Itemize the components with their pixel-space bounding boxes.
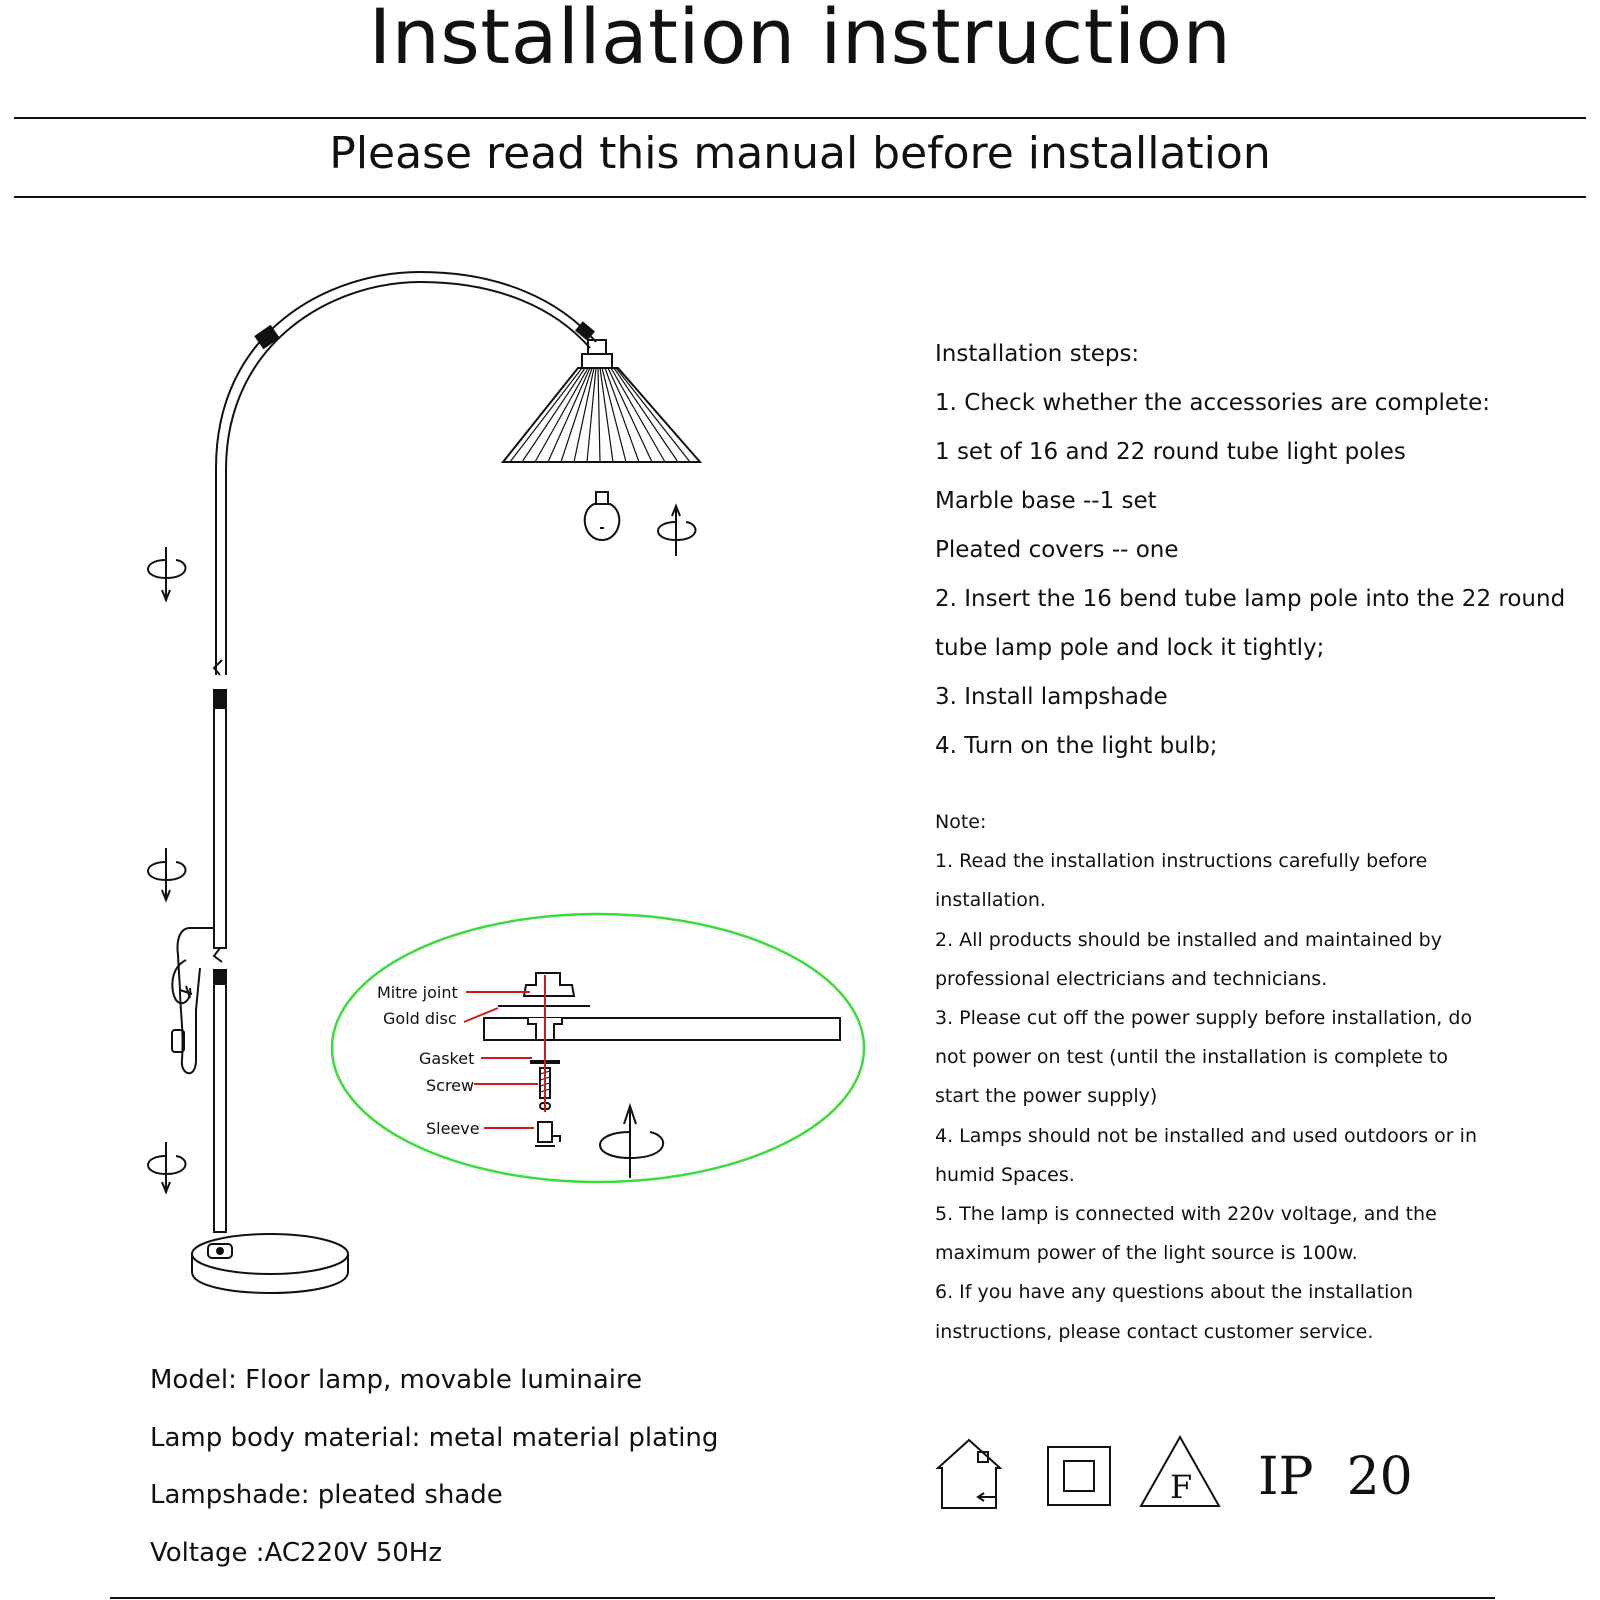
marble-base xyxy=(192,1234,348,1274)
rotate-down-icon-2 xyxy=(148,848,185,900)
flammable-mark: F xyxy=(1170,1468,1193,1506)
rotate-up-large-icon xyxy=(600,1106,663,1178)
note-line: 2. All products should be installed and maintained by xyxy=(935,928,1442,951)
step-line: tube lamp pole and lock it tightly; xyxy=(935,635,1325,661)
steps-heading: Installation steps: xyxy=(935,341,1140,367)
mitre-joint-part xyxy=(524,973,574,996)
note-line: 6. If you have any questions about the installation xyxy=(935,1281,1414,1304)
spec-model: Model: Floor lamp, movable luminaire xyxy=(150,1365,643,1395)
installation-notes xyxy=(935,803,1555,1352)
note-line: 5. The lamp is connected with 220v voltage, and the xyxy=(935,1203,1437,1226)
step-line: 1 set of 16 and 22 round tube light poles xyxy=(935,439,1406,465)
label-gold-disc: Gold disc xyxy=(383,1009,457,1028)
note-line: installation. xyxy=(935,889,1046,912)
rotate-down-icon-1 xyxy=(148,547,185,600)
step-line: 4. Turn on the light bulb; xyxy=(935,733,1218,759)
arc-pole-inner xyxy=(226,282,590,675)
step-line: 2. Insert the 16 bend tube lamp pole into the 22 round xyxy=(935,586,1566,612)
step-line: 1. Check whether the accessories are complete: xyxy=(935,390,1490,416)
ip-rating: IP 20 xyxy=(1258,1447,1413,1507)
rotate-up-icon xyxy=(658,506,695,556)
indoor-use-icon xyxy=(938,1440,1000,1508)
rotate-down-icon-3 xyxy=(148,1142,185,1192)
class-ii-insulation-icon xyxy=(1048,1447,1110,1505)
page-title: Installation instruction xyxy=(368,0,1232,81)
note-line: 4. Lamps should not be installed and used outdoors or in xyxy=(935,1124,1477,1147)
note-line: start the power supply) xyxy=(935,1085,1158,1108)
note-line: 1. Read the installation instructions carefully before xyxy=(935,850,1428,873)
step-line: Pleated covers -- one xyxy=(935,537,1179,563)
product-specs xyxy=(150,1352,850,1582)
bottom-divider xyxy=(110,1597,1495,1599)
note-line: humid Spaces. xyxy=(935,1163,1075,1186)
label-sleeve: Sleeve xyxy=(426,1119,480,1138)
note-line: not power on test (until the installation is complete to xyxy=(935,1046,1448,1069)
upper-pole xyxy=(214,708,226,948)
spec-lampshade: Lampshade: pleated shade xyxy=(150,1480,503,1510)
detail-callout-ellipse xyxy=(332,914,864,1182)
page-subtitle: Please read this manual before installation xyxy=(329,128,1271,179)
note-line: 3. Please cut off the power supply before installation, do xyxy=(935,1007,1473,1030)
arc-joint xyxy=(256,326,279,348)
label-screw: Screw xyxy=(426,1076,475,1095)
pole-joint-lower xyxy=(214,970,226,984)
pole-joint-upper xyxy=(214,690,226,708)
spec-material: Lamp body material: metal material plating xyxy=(150,1422,719,1453)
installation-steps xyxy=(935,330,1575,771)
step-line: 3. Install lampshade xyxy=(935,684,1168,710)
step-line: Marble base --1 set xyxy=(935,488,1157,514)
label-mitre-joint: Mitre joint xyxy=(377,983,458,1002)
note-line: maximum power of the light source is 100w. xyxy=(935,1242,1358,1265)
label-gasket: Gasket xyxy=(419,1049,475,1068)
lower-pole xyxy=(214,984,226,1232)
notes-heading: Note: xyxy=(935,811,987,833)
sleeve-part xyxy=(538,1122,552,1142)
note-line: professional electricians and technicians. xyxy=(935,967,1328,990)
spec-voltage: Voltage :AC220V 50Hz xyxy=(150,1537,442,1568)
light-bulb-icon xyxy=(585,492,620,540)
note-line: instructions, please contact customer service. xyxy=(935,1320,1374,1343)
